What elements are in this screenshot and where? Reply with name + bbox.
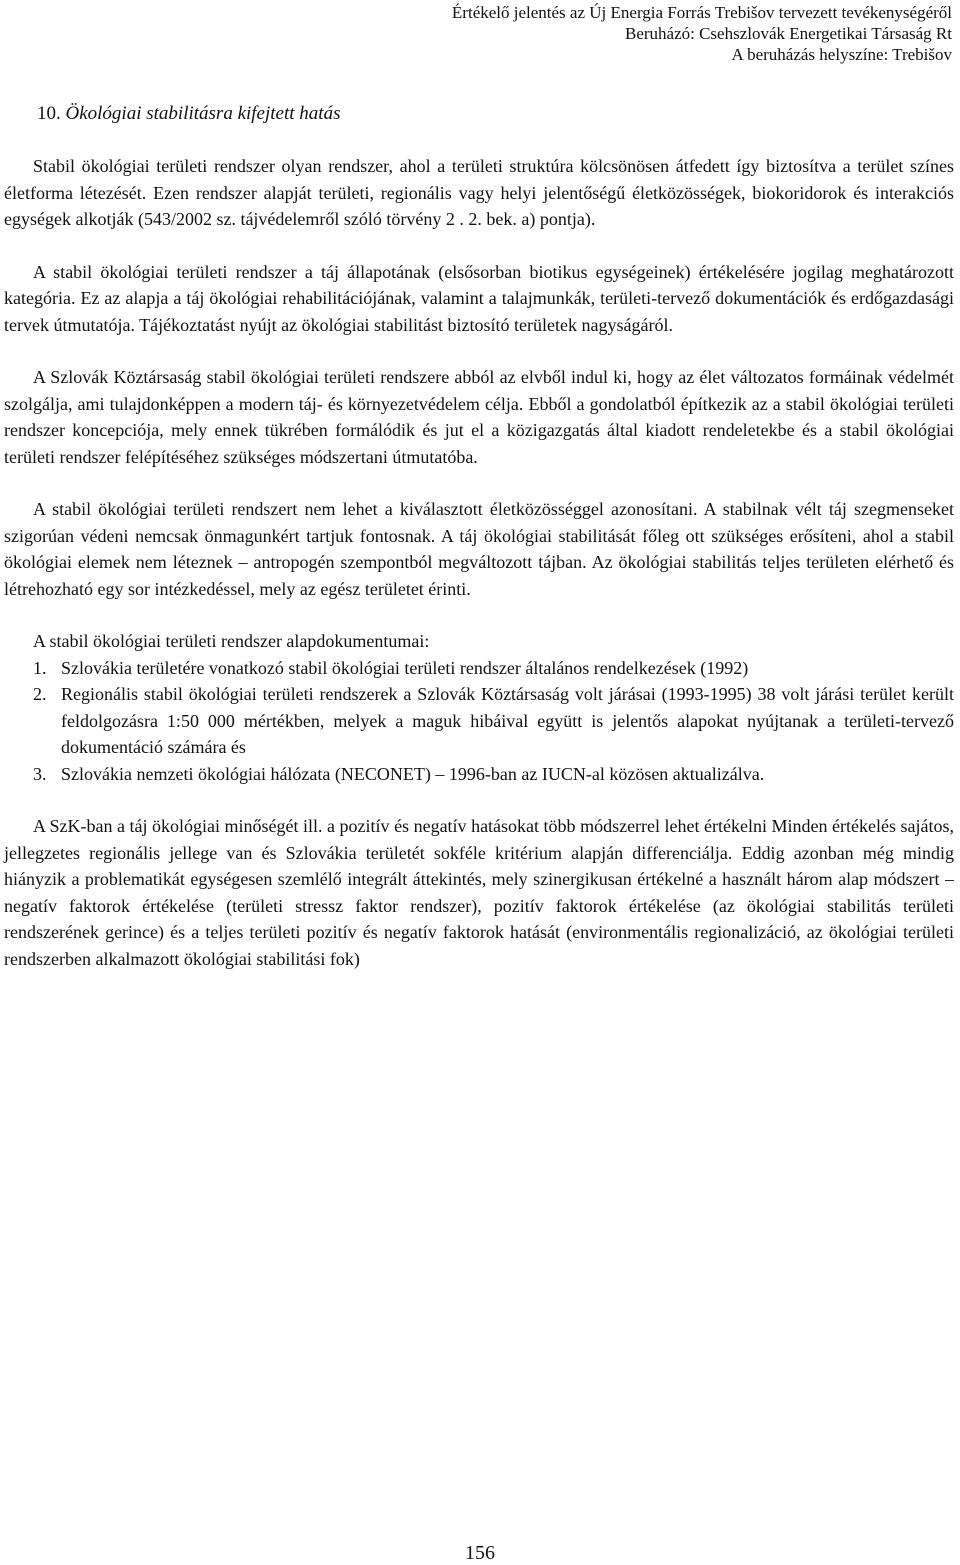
list-item-number: 1. <box>33 657 47 678</box>
section-heading <box>37 101 340 127</box>
paragraph: A Szlovák Köztársaság stabil ökológiai területi rendszere abból az elvből indul ki, hogy az élet változatos formáinak védelmét szolgálja, ami tulajdonképpen a modern táj- és környezetvédelem célja. Ebből a gondolatból építkezik az a stabil ökológiai területi rendszer koncepciója, mely ennek tükrében formálódik és jut el a közigazgatás által kiadott rendeletekbe és a stabil ökológiai területi rendszer felépítéséhez szükséges módszertani útmutatóba. <box>4 367 954 467</box>
paragraph: Stabil ökológiai területi rendszer olyan rendszer, ahol a területi struktúra kölcsönösen átfedett így biztosítva a terület színes életforma létezését. Ezen rendszer alapját területi, regionális vagy helyi jelentőségű életközösségek, biokoridorok és interakciós egységek alkotják (543/2002 sz. tájvédelemről szóló törvény 2 . 2. bek. a) pontja). <box>4 156 954 229</box>
header-location: A beruházás helyszíne: Trebišov <box>731 45 952 64</box>
list-item-number: 2. <box>33 684 47 704</box>
list-item-number: 3. <box>33 763 47 784</box>
paragraph: A stabil ökológiai területi rendszert nem lehet a kiválasztott életközösséggel azonosítani. A stabilnak vélt táj szegmenseket szigorúan védeni nemcsak önmagunkért tartjuk fontosnak. A táj ökológiai stabilitását főleg ott szükséges erősíteni, ahol a stabil ökológiai elemek nem léteznek – antropogén szempontból megváltozott tájban. Az ökológiai stabilitás teljes területen elérhető és létrehozható egy sor intézkedéssel, mely az egész területet érinti. <box>4 499 954 599</box>
list-item-text: Szlovákia területére vonatkozó stabil ökológiai területi rendszer általános rendelkezések (1992) <box>61 657 749 678</box>
paragraph: A SzK-ban a táj ökológiai minőségét ill. a pozitív és negatív hatásokat több módszerrel lehet értékelni Minden értékelés sajátos, jellegzetes regionális jellege van és Szlovákia területét sokféle kritérium alapján differenciálja. Eddig azonban még mindig hiányzik a problematikát egységesen szemlélő integrált áttekintés, mely szinergikusan értékelné a használt három alap módszert – negatív faktorok értékelése (területi stressz faktor rendszer), pozitív faktorok értékelése (az ökológiai stabilitás területi rendszerének gerince) és a teljes területi pozitív és negatív faktorok hatását (environmentális regionalizáció, az ökológiai területi rendszerben alkalmazott ökológiai stabilitási fok) <box>4 816 954 969</box>
list-item <box>4 761 954 788</box>
paragraph: A stabil ökológiai területi rendszer a táj állapotának (elsősorban biotikus egységeinek) értékelésére jogilag meghatározott kategória. Ez az alapja a táj ökológiai rehabilitációjának, valamint a talajmunkák, területi-tervező dokumentációk és erdőgazdasági tervek útmutatója. Tájékoztatást nyújt az ökológiai stabilitást biztosító területek nagyságáról. <box>4 261 954 335</box>
document-list <box>4 655 954 788</box>
list-item <box>4 655 954 682</box>
list-intro: A stabil ökológiai területi rendszer alapdokumentumai: <box>33 631 430 651</box>
list-item-text: Szlovákia nemzeti ökológiai hálózata (NECONET) – 1996-ban az IUCN-al közösen aktualizálva. <box>61 763 765 784</box>
header-investor: Beruházó: Csehszlovák Energetikai Társaság Rt <box>624 24 952 43</box>
page-number: 156 <box>465 1542 495 1564</box>
section-number: 10. <box>37 103 61 124</box>
header-report-title: Értékelő jelentés az Új Energia Forrás Trebišov tervezett tevékenységéről <box>451 3 952 22</box>
page-header <box>452 2 952 65</box>
list-item-text: Regionális stabil ökológiai területi rendszerek a Szlovák Köztársaság volt járásai (1993-1995) 38 volt járási terület került feldolgozásra 1:50 000 mértékben, melyek a maguk hibáival együtt is jelentős alapokat nyújtanak a területi-tervező dokumentáció számára és <box>61 684 954 757</box>
section-title-text: Ökológiai stabilitásra kifejtett hatás <box>65 103 341 124</box>
list-item <box>4 681 954 761</box>
document-body <box>4 153 954 972</box>
